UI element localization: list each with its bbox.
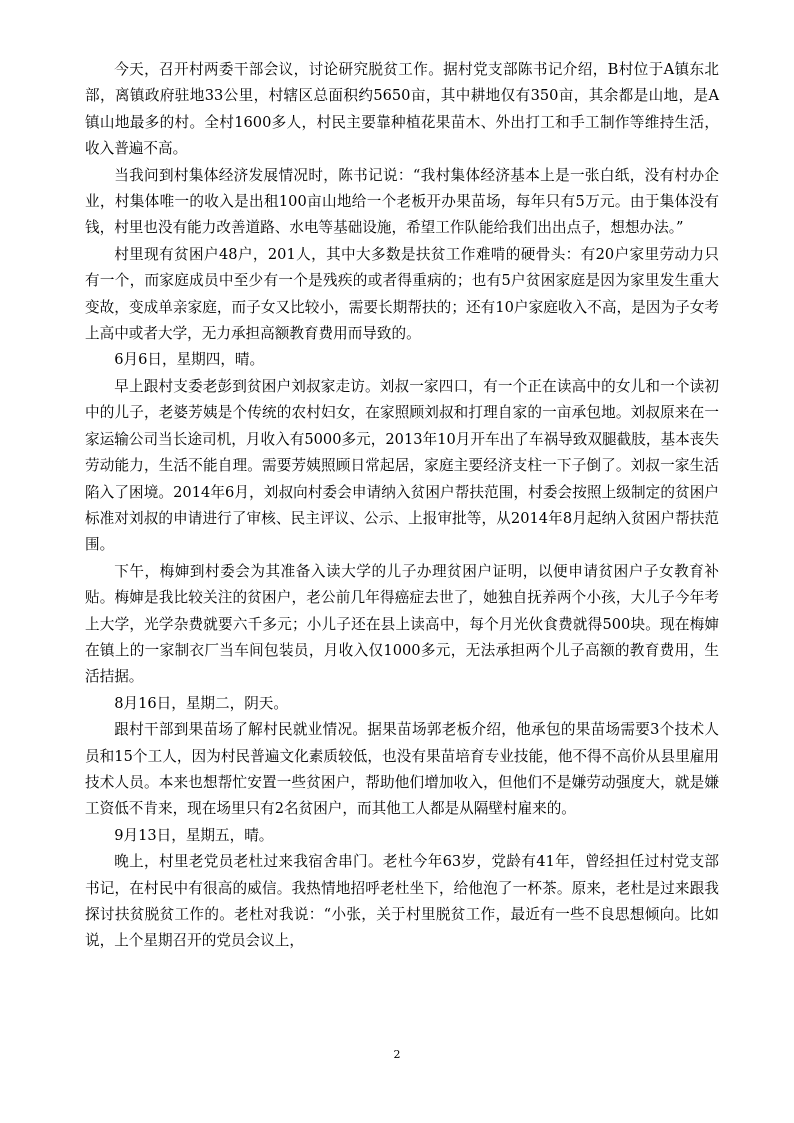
page-number: 2	[393, 1048, 401, 1061]
document-body	[85, 57, 719, 955]
paragraph-collective-economy: 当我问到村集体经济发展情况时，陈书记说：“我村集体经济基本上是一张白纸，没有村办企业，村集体唯一的收入是出租100亩山地给一个老板开办果苗场，每年只有5万元。由于集体没有钱，村里也没有能力改善道路、水电等基础设施，希望工作队能给我们出出点子，想想办法。”	[85, 166, 719, 237]
paragraph-uncle-liu: 早上跟村支委老彭到贫困户刘叔家走访。刘叔一家四口，有一个正在读高中的女儿和一个读初中的儿子，老婆芳姨是个传统的农村妇女，在家照顾刘叔和打理自家的一亩承包地。刘叔原来在一家运输公司当长途司机，月收入有5000多元，2013年10月开车出了车祸导致双腿截肢，基本丧失劳动能力，生活不能自理。需要芳姨照顾日常起居，家庭主要经济支柱一下子倒了。刘叔一家生活陷入了困境。2014年6月，刘叔向村委会申请纳入贫困户帮扶范围，村委会按照上级制定的贫困户标准对刘叔的申请进行了审核、民主评议、公示、上报审批等，从2014年8月起纳入贫困户帮扶范围。	[85, 377, 719, 554]
paragraph-nursery-employment: 跟村干部到果苗场了解村民就业情况。据果苗场郭老板介绍，他承包的果苗场需要3个技术人员和15个工人，因为村民普遍文化素质较低，也没有果苗培育专业技能，他不得不高价从县里雇用技术人员。本来也想帮忙安置一些贫困户，帮助他们增加收入，但他们不是嫌劳动强度大，就是嫌工资低不肯来，现在场里只有2名贫困户，而其他工人都是从隔壁村雇来的。	[85, 721, 719, 818]
paragraph-aunt-mei: 下午，梅婶到村委会为其准备入读大学的儿子办理贫困户证明，以便申请贫困户子女教育补贴。梅婶是我比较关注的贫困户，老公前几年得癌症去世了，她独自抚养两个小孩，大儿子今年考上大学，光学杂费就要六千多元；小儿子还在县上读高中，每个月光伙食费就得500块。现在梅婶在镇上的一家制衣厂当车间包装员，月收入仅1000多元，无法承担两个儿子高额的教育费用，生活拮据。	[85, 562, 719, 686]
diary-date-august-16: 8月16日，星期二，阴天。	[114, 694, 288, 712]
paragraph-old-du: 晚上，村里老党员老杜过来我宿舍串门。老杜今年63岁，党龄有41年，曾经担任过村党支部书记，在村民中有很高的威信。我热情地招呼老杜坐下，给他泡了一杯茶。原来，老杜是过来跟我探讨扶贫脱贫工作的。老杜对我说：“小张，关于村里脱贫工作，最近有一些不良思想倾向。比如说，上个星期召开的党员会议上，	[85, 853, 719, 950]
paragraph-poor-households: 村里现有贫困户48户，201人，其中大多数是扶贫工作难啃的硬骨头：有20户家里劳动力只有一个，而家庭成员中至少有一个是残疾的或者得重病的；也有5户贫困家庭是因为家里发生重大变故，变成单亲家庭，而子女又比较小，需要长期帮扶的；还有10户家庭收入不高，是因为子女考上高中或者大学，无力承担高额教育费用而导致的。	[85, 245, 719, 343]
diary-date-june-6: 6月6日，星期四，晴。	[114, 351, 265, 369]
diary-date-september-13: 9月13日，星期五，晴。	[114, 826, 274, 844]
paragraph-meeting: 今天，召开村两委干部会议，讨论研究脱贫工作。据村党支部陈书记介绍，B村位于A镇东北部，离镇政府驻地33公里，村辖区总面积约5650亩，其中耕地仅有350亩，其余都是山地，是A镇山地最多的村。全村1600多人，村民主要靠种植花果苗木、外出打工和手工制作等维持生活，收入普遍不高。	[85, 61, 719, 158]
